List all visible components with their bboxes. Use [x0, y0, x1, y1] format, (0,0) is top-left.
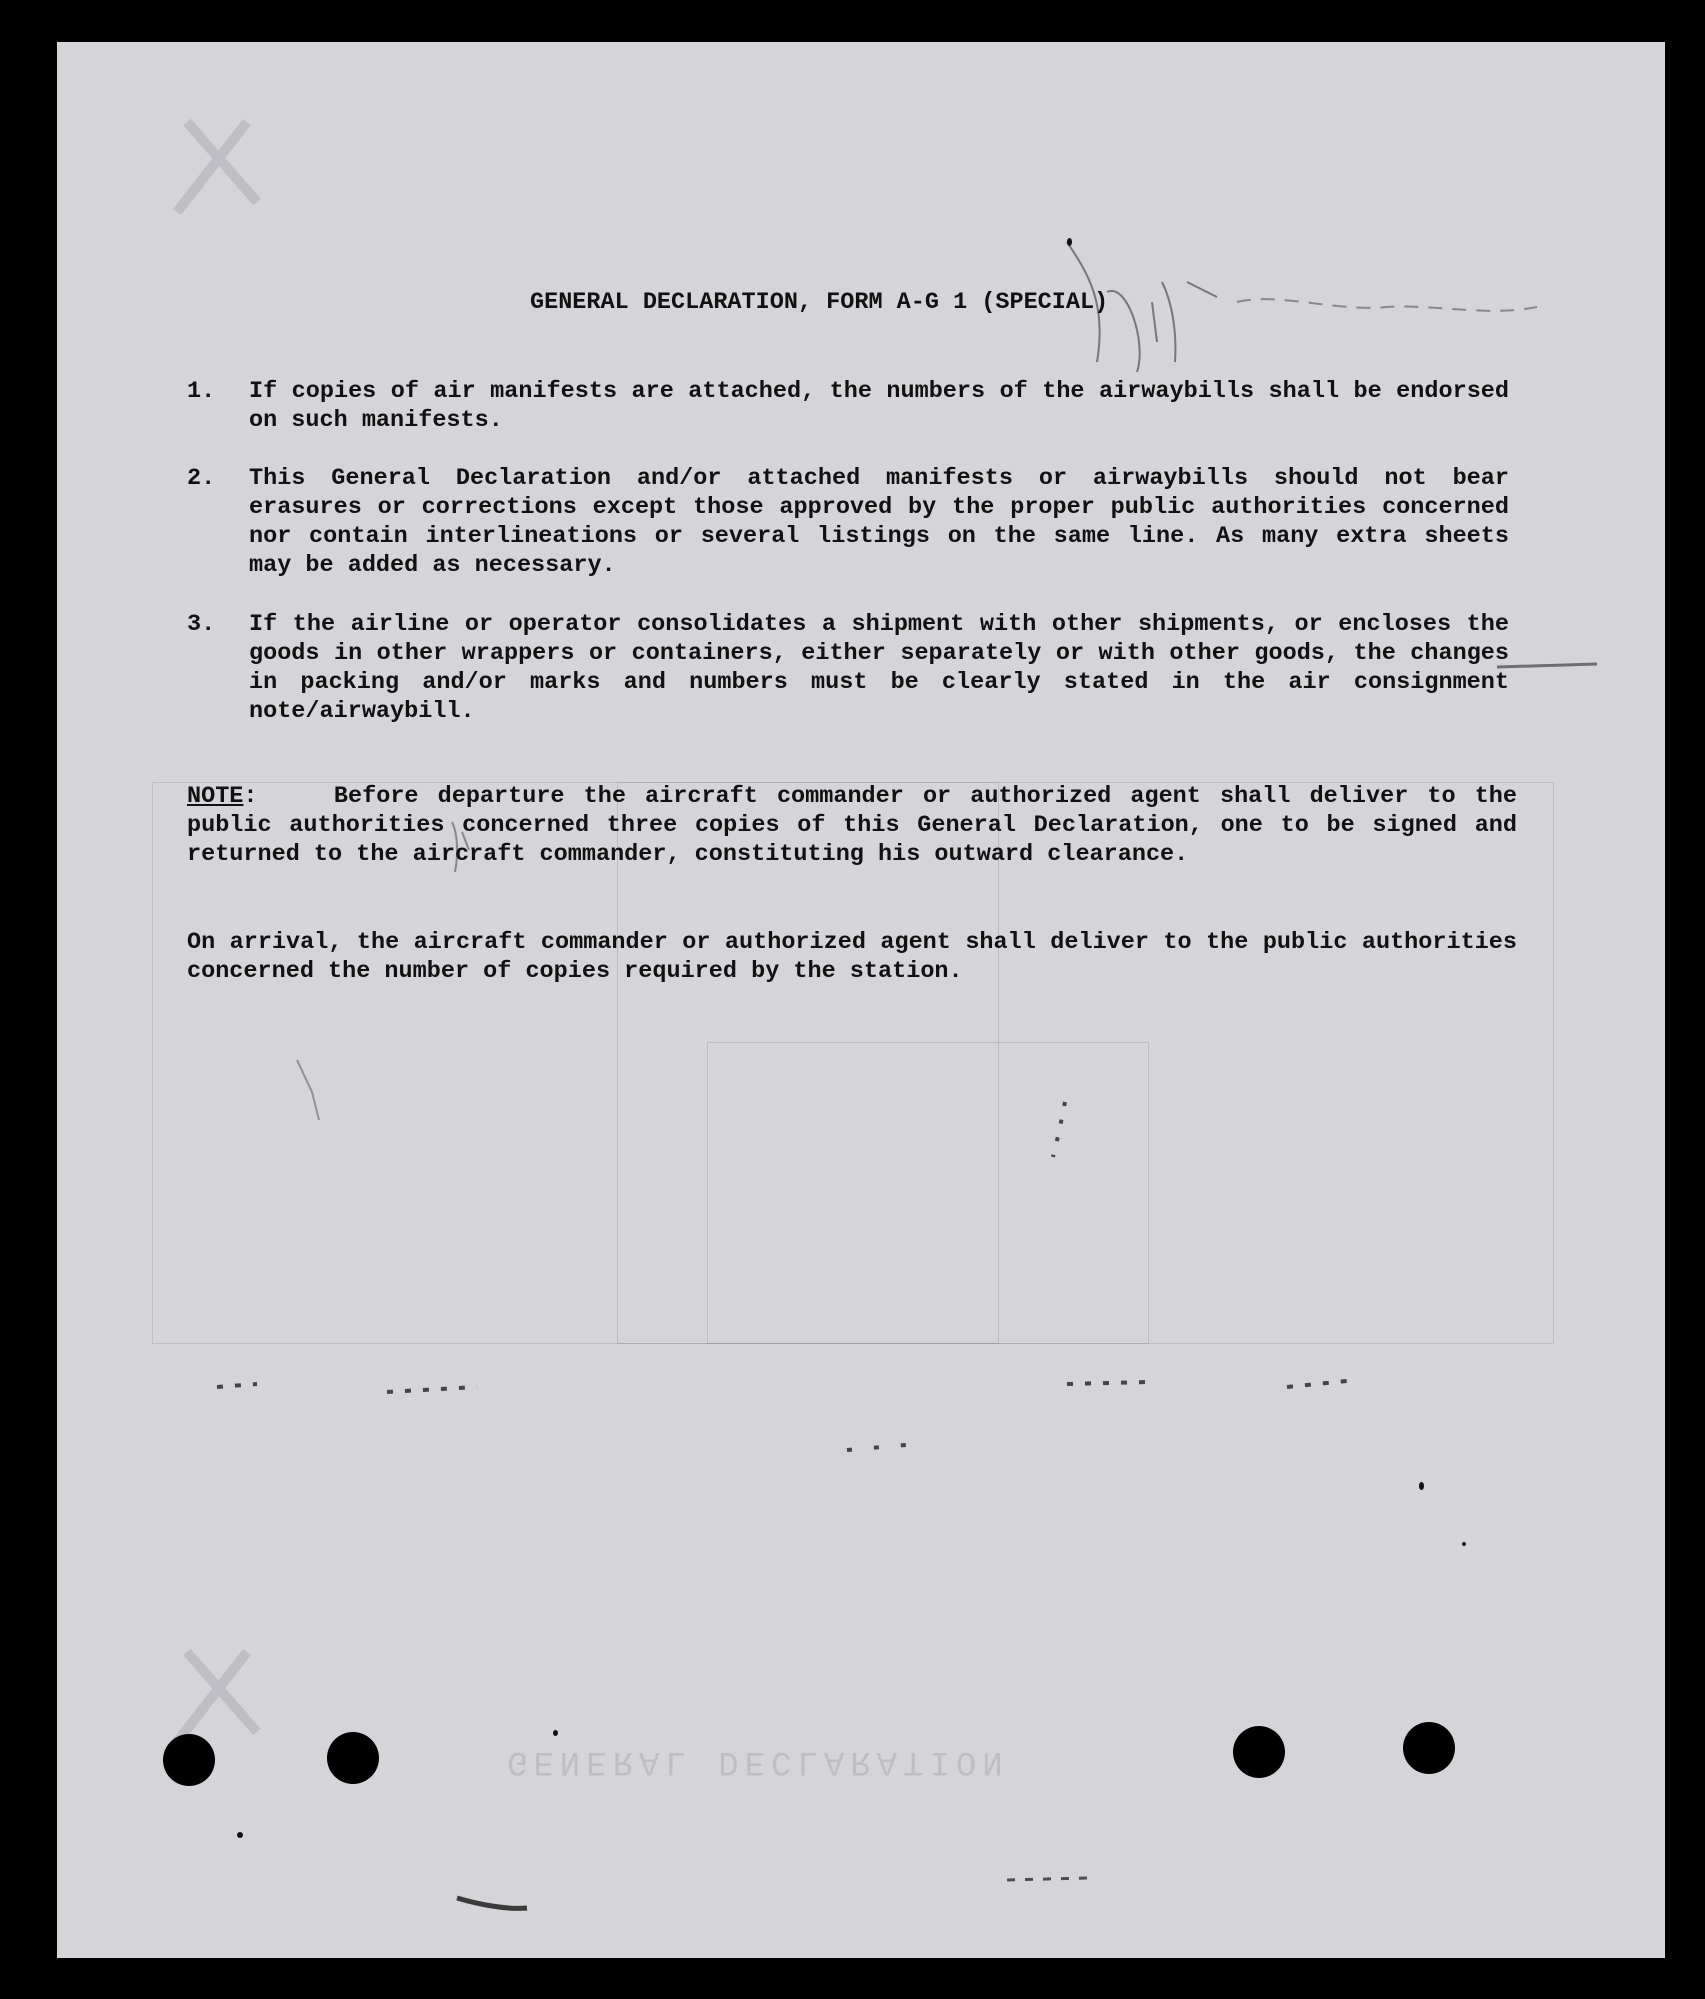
- note-label: NOTE: [187, 783, 244, 810]
- document-body: [57, 42, 1665, 1958]
- list-item-number: 3.: [187, 611, 216, 638]
- note-paragraph: NOTE: Before departure the aircraft commander or authorized agent shall deliver to the public authorities concerned three copies of this General Declaration, one to be signed and returned to the aircraft commander, constituting his outward clearance.: [187, 783, 1517, 868]
- document-page: [57, 42, 1665, 1958]
- bleed-through-heading: GENERAL DECLARATION: [507, 1742, 1009, 1780]
- page-title: GENERAL DECLARATION, FORM A-G 1 (SPECIAL): [530, 289, 1109, 316]
- list-item-number: 2.: [187, 465, 216, 492]
- note-text: Before departure the aircraft commander or authorized agent shall deliver to the public authorities concerned three copies of this General Declaration, one to be signed and returned to the aircraft commander, constituting his outward clearance.: [187, 783, 1517, 868]
- note-section: [187, 782, 1517, 869]
- list-item-number: 1.: [187, 378, 216, 405]
- list-item-text: This General Declaration and/or attached manifests or airwaybills should not bear erasures or corrections except those approved by the proper public authorities concerned nor contain interlineations or several listings on the same line. As many extra sheets may be added as necessary.: [249, 465, 1509, 579]
- list-item-text: If copies of air manifests are attached, the numbers of the airwaybills shall be endorsed on such manifests.: [249, 378, 1509, 434]
- list-item-text: If the airline or operator consolidates a shipment with other shipments, or encloses the goods in other wrappers or containers, either separately or with other goods, the changes in packing and/or marks and numbers must be clearly stated in the air consignment note/airwaybill.: [249, 611, 1509, 725]
- arrival-paragraph: On arrival, the aircraft commander or authorized agent shall deliver to the public authorities concerned the number of copies required by the station.: [187, 929, 1517, 985]
